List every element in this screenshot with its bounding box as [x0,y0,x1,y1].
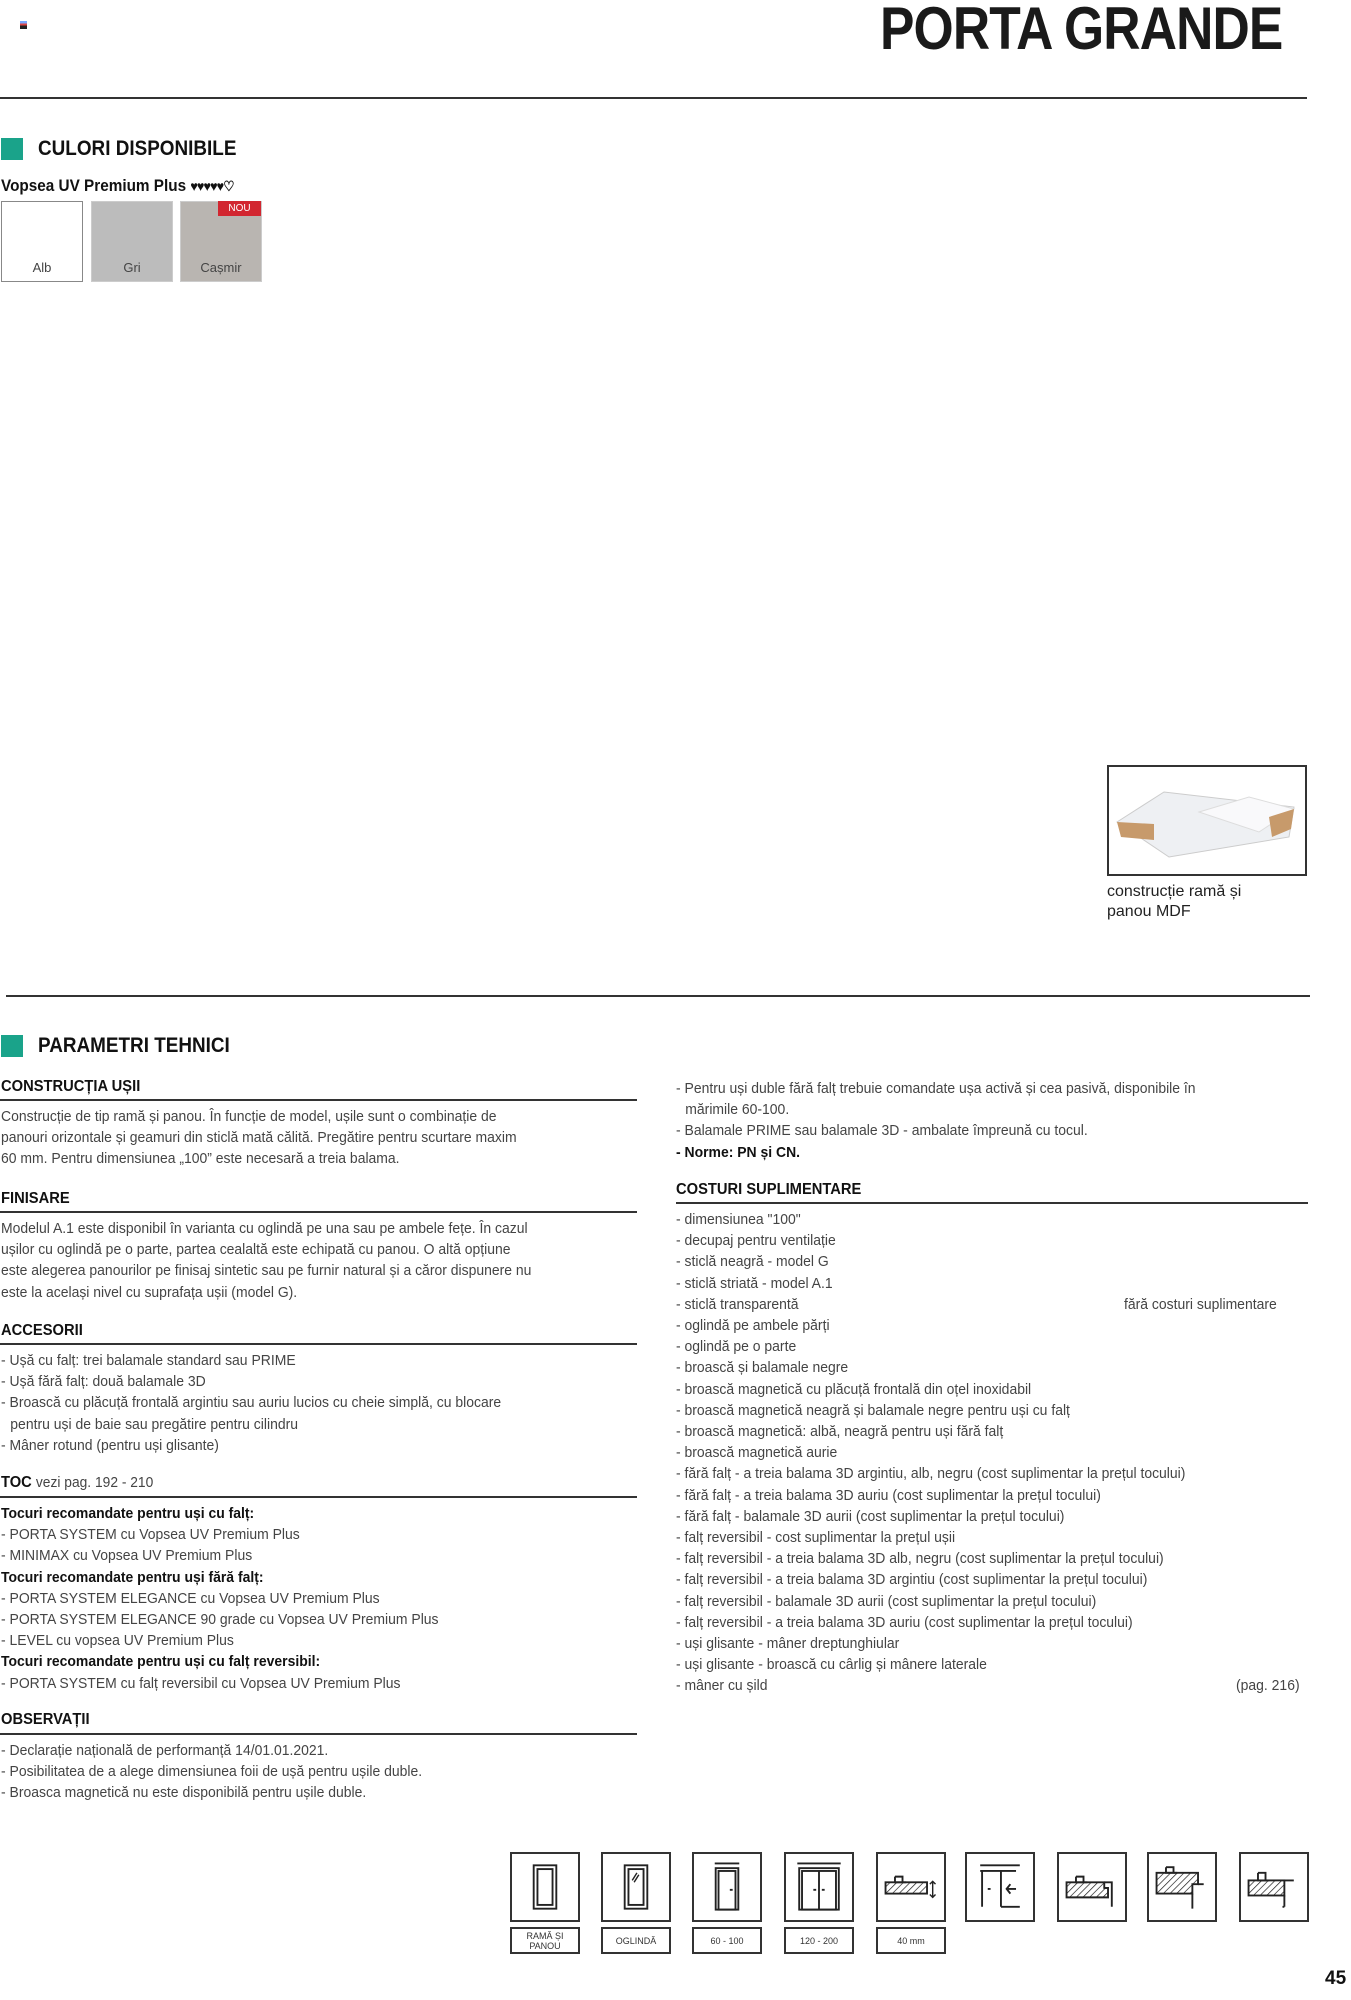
swatch-gri[interactable] [91,201,173,282]
list-item: pentru uși de baie sau pregătire pentru cilindru [10,1415,299,1433]
toc-list [1,1503,471,1694]
list-item: - PORTA SYSTEM ELEGANCE cu Vopsea UV Premium Plus [1,1589,380,1607]
construction-image [1107,765,1307,876]
list-item: - fără falț - a treia balama 3D argintiu, alb, negru (cost suplimentar la prețul tocului) [676,1465,1186,1483]
no-cost-note [1124,1294,1288,1315]
frame-panel-door-icon [510,1852,580,1922]
list-item: - Mâner rotund (pentru uși glisante) [1,1436,219,1454]
sliding-door-icon [965,1852,1035,1922]
list-item: - Ușă fără falț: două balamale 3D [1,1373,206,1391]
list-item: - broască magnetică neagră și balamale negre pentru uși cu falț [676,1401,1070,1419]
list-item: - Ușă cu falț: trei balamale standard sau PRIME [1,1352,296,1369]
construction-caption [1107,882,1241,922]
finish-label: Vopsea UV Premium Plus [1,176,187,195]
toc-page-ref: vezi pag. 192 - 210 [35,1474,154,1491]
section-marker-icon [1,138,23,160]
list-item: - oglindă pe o parte [676,1338,797,1356]
list-item: - Broască cu plăcuță frontală argintiu sau auriu lucios cu cheie simplă, cu blocare [1,1394,502,1412]
heading-rule [0,1496,637,1498]
section-marker-icon [1,1035,23,1057]
text-line: panouri orizontale și geamuri din sticlă mată călită. Pregătire pentru scurtare maxim [1,1129,517,1147]
list-item: - uși glisante - mâner dreptunghiular [676,1635,900,1653]
flush-door-icon [1239,1852,1309,1922]
door-thickness-icon [876,1852,946,1922]
list-item: - sticlă transparentă [676,1295,799,1313]
heading-rule [0,1211,637,1213]
list-item: - LEVEL cu vopsea UV Premium Plus [1,1632,234,1650]
text-line: 60 mm. Pentru dimensiunea „100” este necesară a treia balama. [1,1150,400,1168]
list-item: - PORTA SYSTEM cu falț reversibil cu Vopsea UV Premium Plus [1,1674,401,1692]
costuri-list [676,1209,1224,1697]
norms-line: - Norme: PN și CN. [676,1143,801,1161]
toc-heading [1,1474,153,1492]
page-number: 45 [1325,1968,1347,1989]
swatch-label: Alb [32,260,52,275]
finish-name [1,176,234,196]
accesorii-heading: ACCESORII [1,1322,83,1339]
text-line: Construcție de tip ramă și panou. În funcție de model, ușile sunt o combinație de [1,1108,497,1125]
colors-section-title: CULORI DISPONIBILE [38,137,237,160]
list-item: - fără falț - balamale 3D aurii (cost suplimentar la prețul tocului) [676,1507,1065,1525]
constructia-text [1,1106,555,1170]
header-divider [0,97,1307,99]
text-line: este alegerea panourilor pe finisaj sintetic sau pe furnir natural și a căror dispunere nu [1,1262,532,1280]
heading-rule [0,1099,637,1101]
observatii-list [1,1740,454,1804]
list-item: - falț reversibil - cost suplimentar la prețul ușii [676,1529,956,1547]
accesorii-list [1,1350,539,1456]
text-line: Modelul A.1 este disponibil în varianta cu oglindă pe una sau pe ambele fețe. În cazul [1,1220,528,1237]
single-door-width-icon [692,1852,762,1922]
note-line: mărimile 60-100. [685,1101,790,1119]
finisare-text [1,1218,571,1303]
finisare-heading: FINISARE [1,1190,70,1207]
door-section-illustration [1109,767,1305,874]
observatii-heading: OBSERVAȚII [1,1711,90,1728]
mirror-door-icon [601,1852,671,1922]
toc-group-title: Tocuri recomandate pentru uși cu falț: [1,1505,255,1522]
list-item: - broască magnetică cu plăcuță frontală din oțel inoxidabil [676,1380,1032,1398]
page-reference [1236,1675,1304,1696]
list-item: - falț reversibil - a treia balama 3D auriu (cost suplimentar la prețul tocului) [676,1613,1133,1631]
list-item: - PORTA SYSTEM cu Vopsea UV Premium Plus [1,1526,300,1544]
list-item: - falț reversibil - a treia balama 3D alb, negru (cost suplimentar la prețul tocului) [676,1550,1164,1568]
section-divider [6,995,1310,997]
toc-title: TOC [1,1474,32,1491]
icon-label: 120 - 200 [784,1927,854,1954]
list-item: - Posibilitatea de a alege dimensiunea foii de ușă pentru ușile duble. [1,1763,423,1781]
list-item: - Broasca magnetică nu este disponibilă pentru ușile duble. [1,1784,367,1802]
new-badge: NOU [218,201,261,216]
icon-label: 40 mm [876,1927,946,1954]
list-item: - MINIMAX cu Vopsea UV Premium Plus [1,1547,253,1565]
note-line: - Pentru uși duble fără falț trebuie comandate ușa activă și cea pasivă, disponibile în [676,1080,1196,1097]
icon-label: OGLINDĂ [601,1927,671,1954]
list-item: - sticlă neagră - model G [676,1253,829,1271]
rebated-door-icon [1057,1852,1127,1922]
text-line: este la același nivel cu suprafața ușii (model G). [1,1283,298,1301]
reversible-rebate-icon [1147,1852,1217,1922]
list-item: - oglindă pe ambele părți [676,1317,830,1335]
list-item: - Declarație națională de performanță 14/01.01.2021. [1,1742,329,1759]
list-item: - falț reversibil - balamale 3D aurii (cost suplimentar la prețul tocului) [676,1592,1097,1610]
list-item: - falț reversibil - a treia balama 3D argintiu (cost suplimentar la prețul tocului) [676,1571,1148,1589]
list-item: - broască și balamale negre [676,1359,849,1377]
swatch-alb[interactable] [1,201,83,282]
swatch-label: Cașmir [200,260,242,275]
constructia-heading: CONSTRUCȚIA UȘII [1,1078,141,1095]
page-ref-text: (pag. 216) [1236,1677,1300,1694]
list-item: - dimensiunea "100" [676,1211,801,1228]
color-mark-icon [20,21,27,29]
list-item: - mâner cu șild [676,1677,768,1695]
double-door-width-icon [784,1852,854,1922]
swatch-label: Gri [123,260,141,275]
page-title: PORTA GRANDE [880,0,1283,62]
list-item: - decupaj pentru ventilație [676,1232,836,1250]
heading-rule [0,1343,637,1345]
text-line: ușilor cu oglindă pe o parte, partea cealaltă este echipată cu panou. O altă opțiune [1,1241,511,1259]
list-item: - sticlă striată - model A.1 [676,1274,833,1292]
list-item: - broască magnetică: albă, neagră pentru uși fără falț [676,1423,1004,1441]
rating-icon: ♥♥♥♥♥♡ [190,178,234,194]
caption-line: panou MDF [1107,903,1191,920]
tech-section-title: PARAMETRI TEHNICI [38,1034,230,1057]
toc-group-title: Tocuri recomandate pentru uși fără falț: [1,1568,264,1586]
no-cost-text: fără costuri suplimentare [1124,1296,1277,1313]
costuri-heading: COSTURI SUPLIMENTARE [676,1181,862,1198]
toc-group-title: Tocuri recomandate pentru uși cu falț reversibil: [1,1653,321,1671]
icon-label: RAMĂ ȘI PANOU [510,1927,580,1954]
icon-label: 60 - 100 [692,1927,762,1954]
caption-line: construcție ramă și [1107,883,1242,900]
note-line: - Balamale PRIME sau balamale 3D - ambalate împreună cu tocul. [676,1122,1088,1140]
heading-rule [676,1202,1308,1204]
list-item: - fără falț - a treia balama 3D auriu (cost suplimentar la prețul tocului) [676,1486,1101,1504]
list-item: - PORTA SYSTEM ELEGANCE 90 grade cu Vopsea UV Premium Plus [1,1611,439,1629]
list-item: - broască magnetică aurie [676,1444,838,1462]
list-item: - uși glisante - broască cu cârlig și mânere laterale [676,1656,987,1674]
heading-rule [0,1733,637,1735]
right-notes [676,1078,1235,1163]
